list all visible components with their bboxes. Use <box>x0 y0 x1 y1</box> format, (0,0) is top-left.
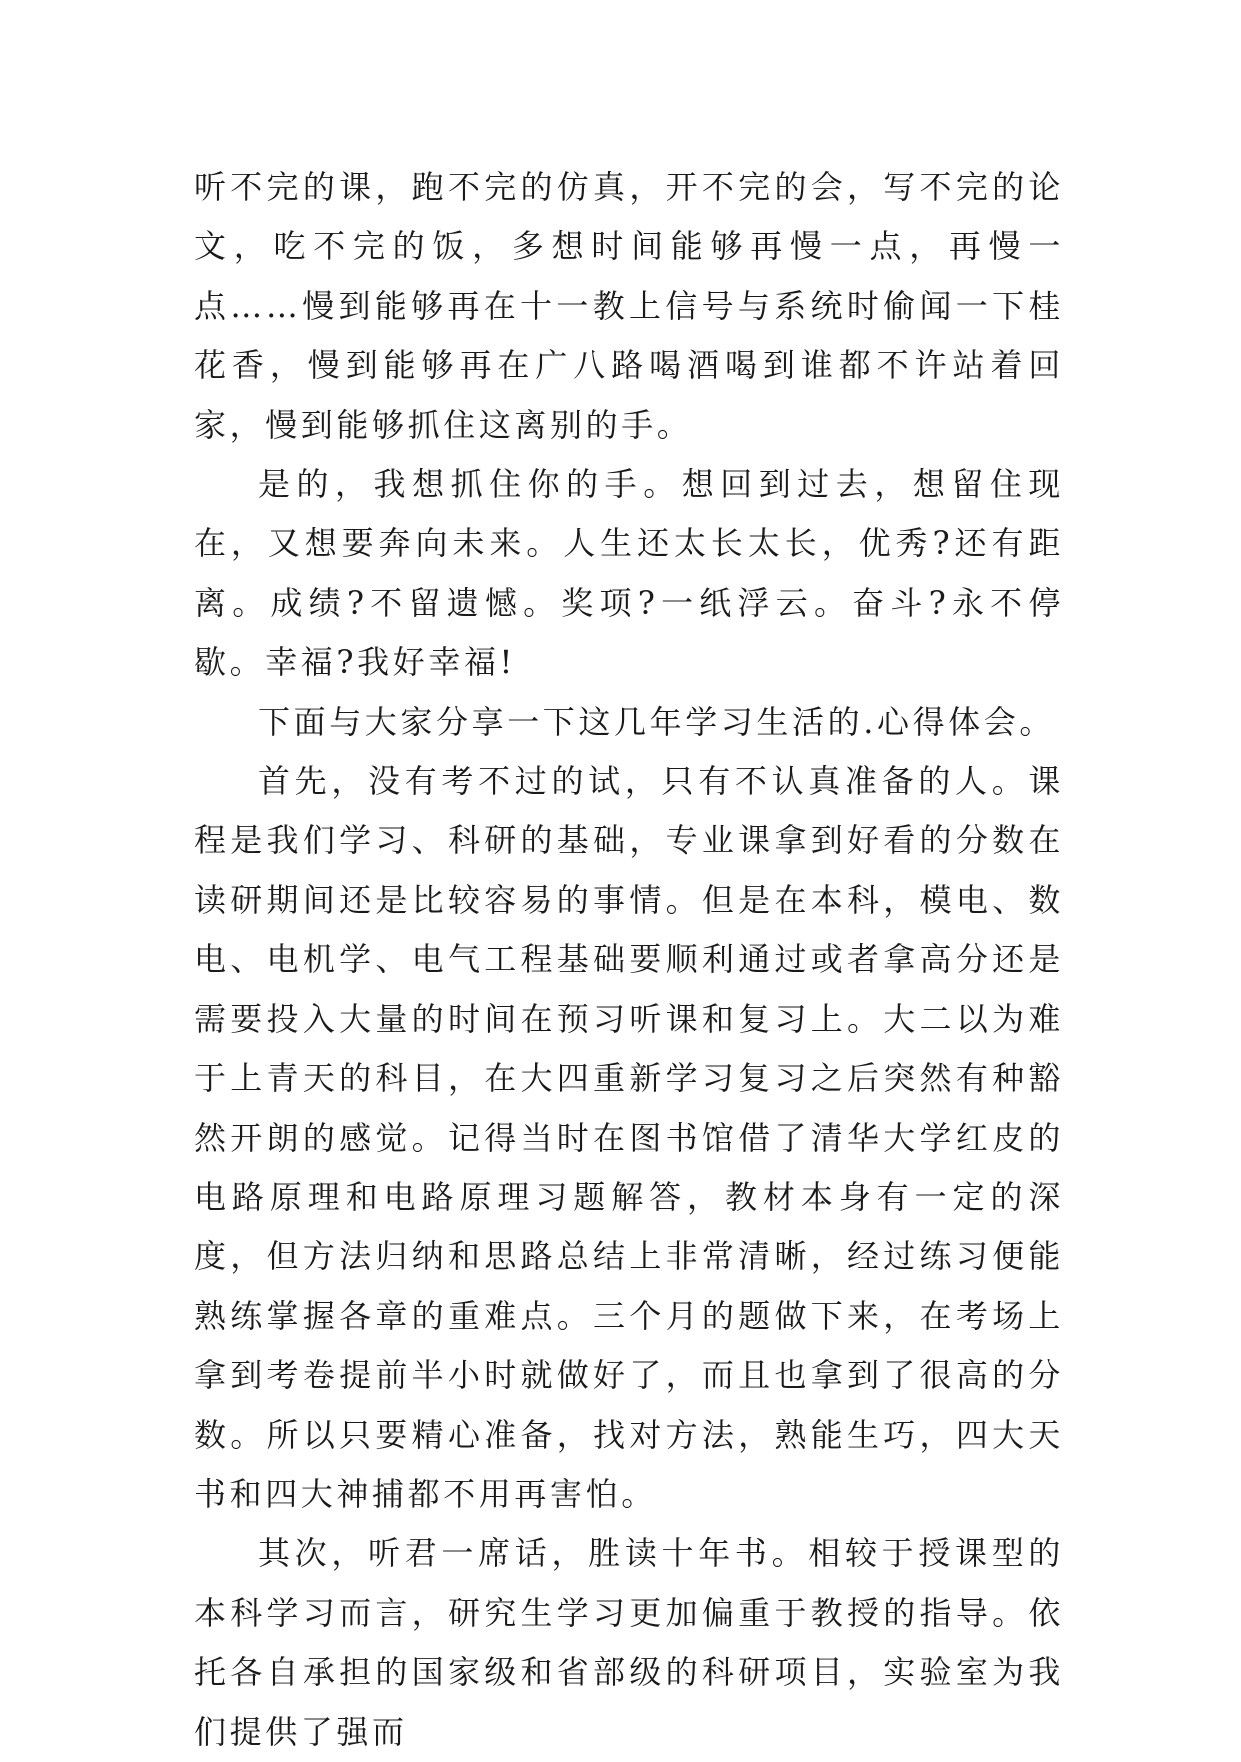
paragraph-2: 是的，我想抓住你的手。想回到过去，想留住现在，又想要奔向未来。人生还太长太长，优秀?还有距离。成绩?不留遗憾。奖项?一纸浮云。奋斗?永不停歇。幸福?我好幸福! <box>194 465 1064 682</box>
paragraph-3: 下面与大家分享一下这几年学习生活的.心得体会。 <box>258 702 1055 741</box>
paragraph-4: 首先，没有考不过的试，只有不认真准备的人。课程是我们学习、科研的基础，专业课拿到好看的分数在读研期间还是比较容易的事情。但是在本科，模电、数电、电机学、电气工程基础要顺利通过或者拿高分还是需要投入大量的时间在预习听课和复习上。大二以为难于上青天的科目，在大四重新学习复习之后突然有种豁然开朗的感觉。记得当时在图书馆借了清华大学红皮的电路原理和电路原理习题解答，教材本身有一定的深度，但方法归纳和思路总结上非常清晰，经过练习便能熟练掌握各章的重难点。三个月的题做下来，在考场上拿到考卷提前半小时就做好了，而且也拿到了很高的分数。所以只要精心准备，找对方法，熟能生巧，四大天书和四大神捕都不用再害怕。 <box>194 762 1064 1513</box>
paragraph-1: 听不完的课，跑不完的仿真，开不完的会，写不完的论文，吃不完的饭，多想时间能够再慢一点，再慢一点……慢到能够再在十一教上信号与系统时偷闻一下桂花香，慢到能够再在广八路喝酒喝到谁都不许站着回家，慢到能够抓住这离别的手。 <box>194 168 1064 444</box>
paragraph-5: 其次，听君一席话，胜读十年书。相较于授课型的本科学习而言，研究生学习更加偏重于教授的指导。依托各自承担的国家级和省部级的科研项目，实验室为我们提供了强而 <box>194 1534 1064 1751</box>
body-text <box>194 158 1064 1762</box>
